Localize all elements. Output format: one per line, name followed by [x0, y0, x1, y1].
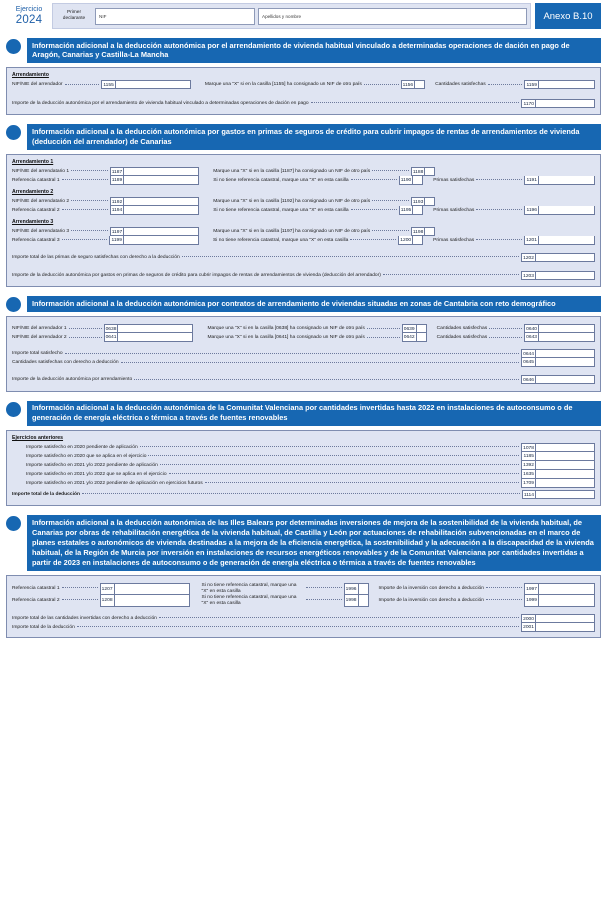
dot-leader — [350, 239, 396, 240]
label-check-0642: Marque una "X" si en la casilla [0641] ha consignado un NIF de otro país — [207, 335, 365, 341]
code-0640: 0640 — [524, 324, 538, 333]
dot-leader — [77, 626, 519, 627]
dot-leader — [476, 239, 522, 240]
code-0646: 0646 — [521, 375, 535, 384]
label-nif-arrendador: NIF/NIE del arrendador — [12, 82, 63, 88]
row-1199 — [12, 236, 595, 245]
dot-leader — [82, 493, 520, 494]
label-nif-arrendatario-3: NIF/NIE del arrendatario 3 — [12, 228, 70, 234]
label-nif-arrendador-1: NIF/NIE del arrendador 1 — [12, 326, 67, 332]
label-total-1170: Importe de la deducción autonómica por el arrendamiento de vivienda habitual vinculado a determinadas operaciones de dación en pago — [12, 100, 309, 106]
ejercicios-anteriores-subhead: Ejercicios anteriores — [12, 435, 64, 442]
row-1192 — [12, 197, 595, 206]
row-1392 — [26, 461, 595, 470]
code-1392: 1392 — [523, 463, 534, 469]
dot-leader — [351, 179, 397, 180]
input-1202[interactable] — [535, 253, 595, 262]
label-1709: Importe satisfecho en 2021 y/o 2022 pendiente de aplicación en ejercicios futuros — [26, 481, 203, 487]
label-total-1114: Importe total de la deducción — [12, 492, 80, 498]
input-0644[interactable] — [535, 349, 595, 358]
label-check-1188: Marque una "X" si en la casilla [1187] ha consignado un NIF de otro país — [213, 168, 371, 174]
dot-leader — [62, 209, 108, 210]
label-1185: Importe satisfecho en 2020 que se aplica en el ejercicio — [26, 454, 147, 460]
label-total-0645: Cantidades satisfechas con derecho a deducción — [12, 360, 119, 366]
row-total-0644 — [12, 349, 595, 358]
code-1159: 1159 — [524, 80, 538, 89]
code-1195: 1195 — [400, 207, 412, 213]
dot-leader — [140, 446, 519, 447]
dot-leader — [62, 587, 98, 588]
label-ref-catastral-1: Referencia catastral 1 — [12, 177, 60, 183]
section-2-header — [6, 124, 601, 149]
code-1709: 1709 — [523, 481, 534, 487]
input-1709[interactable] — [535, 479, 595, 488]
input-1189[interactable] — [123, 176, 199, 185]
label-nif-arrendatario-2: NIF/NIE del arrendatario 2 — [12, 198, 70, 204]
ejercicio-label: Ejercicio — [15, 6, 43, 14]
label-total-1203: Importe de la deducción autonómica por gastos en primas de seguros de crédito para cubrir impagos de rentas de arrendamientos de vivienda (deducción del arrendador) — [12, 273, 381, 279]
row-0641 — [12, 333, 595, 342]
code-1199: 1199 — [111, 237, 123, 243]
code-1156: 1156 — [401, 80, 415, 89]
dot-leader — [306, 587, 342, 588]
input-1155[interactable] — [115, 80, 191, 89]
code-1997: 1997 — [524, 583, 538, 595]
ejercicio-year: 2024 — [15, 13, 43, 26]
code-1635: 1635 — [523, 472, 534, 478]
code-1197: 1197 — [110, 227, 124, 236]
row-total-0646 — [12, 375, 595, 384]
dot-leader — [69, 328, 102, 329]
code-1078: 1078 — [521, 443, 535, 452]
input-1999[interactable] — [538, 595, 595, 607]
row-1194 — [12, 206, 595, 215]
primer-declarante-label: Primer declarante — [62, 10, 86, 21]
input-0638[interactable] — [117, 324, 193, 333]
label-1078: Importe satisfecho en 2020 pendiente de aplicación — [26, 445, 138, 451]
input-1078[interactable] — [535, 443, 595, 452]
dot-leader — [134, 379, 519, 380]
dot-leader — [159, 617, 519, 618]
bullet-icon — [6, 125, 21, 140]
section-1-panel — [6, 67, 601, 115]
row-1208 — [12, 595, 595, 607]
input-1996[interactable] — [358, 583, 369, 595]
input-2001[interactable] — [535, 623, 595, 632]
label-cantidades-0643: Cantidades satisfechas — [436, 335, 488, 341]
code-0645: 0645 — [523, 360, 534, 366]
dot-leader — [383, 274, 519, 275]
dot-leader — [364, 84, 399, 85]
arrendamiento-1-subhead: Arrendamiento 1 — [12, 158, 54, 165]
dot-leader — [65, 353, 520, 354]
dot-leader — [488, 84, 523, 85]
label-total-0644: Importe total satisfecho — [12, 351, 63, 357]
label-inversion-1999: Importe de la inversión con derecho a deducción — [378, 598, 485, 604]
apellidos-nombre-field[interactable]: Apellidos y nombre — [258, 8, 527, 25]
anexo-badge: Anexo B.10 — [535, 3, 601, 29]
input-1194[interactable] — [123, 206, 199, 215]
dot-leader — [489, 337, 522, 338]
dot-leader — [71, 170, 108, 171]
code-0638: 0638 — [104, 324, 118, 333]
bullet-icon — [6, 402, 21, 417]
input-1997[interactable] — [538, 583, 595, 595]
bullet-icon — [6, 297, 21, 312]
code-0643: 0643 — [526, 335, 538, 341]
section-1-header — [6, 38, 601, 63]
input-1199[interactable] — [123, 236, 199, 245]
code-1114: 1114 — [522, 490, 535, 499]
input-1190[interactable] — [412, 176, 423, 185]
row-total-1202 — [12, 253, 595, 262]
dot-leader — [205, 482, 519, 483]
input-1193[interactable] — [424, 197, 435, 206]
input-0646[interactable] — [535, 375, 595, 384]
label-total-0646: Importe de la deducción autonómica por arrendamiento — [12, 377, 133, 383]
input-1185[interactable] — [535, 452, 595, 461]
code-0644: 0644 — [521, 349, 535, 358]
label-ref-catastral-2: Referencia catastral 2 — [12, 598, 60, 604]
bullet-icon — [6, 39, 21, 54]
label-total-2000: Importe total de las cantidades invertidas con derecho a deducción — [12, 615, 157, 621]
cantabria-arrendadores — [12, 324, 595, 342]
dot-leader — [367, 328, 400, 329]
dot-leader — [476, 209, 522, 210]
input-1192[interactable] — [123, 197, 199, 206]
form-header — [6, 3, 601, 29]
code-1185: 1185 — [523, 454, 534, 460]
row-arrendador-1155 — [12, 80, 595, 89]
code-0639: 0639 — [402, 324, 416, 333]
section-1-title: Información adicional a la deducción autonómica por el arrendamiento de vivienda habitual vinculado a determinadas operaciones de dación en pago de Aragón, Canarias y Castilla-La Mancha — [27, 38, 601, 63]
section-3-panel — [6, 316, 601, 391]
ejercicio-block — [6, 3, 52, 29]
label-nif-arrendatario-1: NIF/NIE del arrendatario 1 — [12, 168, 70, 174]
code-1996: 1996 — [344, 583, 358, 595]
row-0638 — [12, 324, 595, 333]
code-1155: 1155 — [101, 80, 115, 89]
dot-leader — [182, 256, 519, 257]
row-1635 — [26, 470, 595, 479]
section-4-title: Información adicional a la deducción autonómica de la Comunitat Valenciana por cantidades invertidas hasta 2022 en instalaciones de autoconsumo o de generación de energía eléctrica o térmica a través de fuentes renovables — [27, 401, 601, 426]
nif-field[interactable]: NIF — [95, 8, 255, 25]
label-cantidades-0640: Cantidades satisfechas — [436, 326, 488, 332]
label-ref-catastral-2: Referencia catastral 2 — [12, 207, 60, 213]
row-1207 — [12, 583, 595, 595]
row-total-2000 — [12, 614, 595, 623]
input-1998[interactable] — [358, 595, 369, 607]
label-total-2001: Importe total de la deducción — [12, 624, 75, 630]
section-5-panel — [6, 575, 601, 638]
label-inversion-1997: Importe de la inversión con derecho a deducción — [378, 586, 485, 592]
form-page — [0, 3, 607, 909]
valencia-rows — [12, 443, 595, 488]
label-primas-1196: Primas satisfechas — [433, 207, 475, 213]
section-4-header — [6, 401, 601, 426]
label-1635: Importe satisfecho en 2021 y/o 2022 que se aplica en el ejercicio — [26, 472, 167, 478]
input-1195[interactable] — [412, 206, 423, 215]
input-0642[interactable] — [416, 333, 427, 342]
row-1197 — [12, 227, 595, 236]
input-1198[interactable] — [424, 227, 435, 236]
arrendamiento-3-subhead: Arrendamiento 3 — [12, 218, 54, 225]
row-1187 — [12, 167, 595, 176]
input-1188[interactable] — [424, 167, 435, 176]
dot-leader — [372, 170, 409, 171]
input-1159[interactable] — [538, 80, 595, 89]
dot-leader — [71, 200, 108, 201]
dot-leader — [351, 209, 397, 210]
input-1197[interactable] — [123, 227, 199, 236]
input-1196[interactable] — [538, 206, 595, 215]
dot-leader — [372, 200, 409, 201]
section-3-title: Información adicional a la deducción autonómica por contratos de arrendamiento de viviendas situadas en zonas de Cantabria con reto demográfico — [27, 296, 601, 311]
arrendamiento-2-subhead: Arrendamiento 2 — [12, 188, 54, 195]
dot-leader — [486, 599, 522, 600]
label-check-1193: Marque una "X" si en la casilla [1192] ha consignado un NIF de otro país — [213, 198, 371, 204]
code-1188: 1188 — [411, 167, 425, 176]
dot-leader — [367, 337, 400, 338]
label-check-1156: Marque una "X" si en la casilla [1155] ha consignado un NIF de otro país — [204, 82, 362, 88]
input-1170[interactable] — [535, 99, 595, 108]
label-nif-arrendador-2: NIF/NIE del arrendador 2 — [12, 335, 67, 341]
label-check-1998: Si no tiene referencia catastral, marque una "X" en esta casilla — [201, 595, 297, 606]
input-1203[interactable] — [535, 271, 595, 280]
dot-leader — [148, 455, 519, 456]
label-check-1190: Si no tiene referencia catastral, marque una "X" en esta casilla — [213, 177, 349, 183]
code-1187: 1187 — [110, 167, 124, 176]
label-check-1996: Si no tiene referencia catastral, marque una "X" en esta casilla — [201, 583, 297, 594]
label-total-1202: Importe total de las primas de seguro satisfechas con derecho a la deducción — [12, 254, 180, 260]
code-1194: 1194 — [111, 207, 123, 213]
row-total-2001 — [12, 623, 595, 632]
arrendamiento-1-fields — [12, 167, 595, 185]
input-1635[interactable] — [535, 470, 595, 479]
dot-leader — [160, 464, 519, 465]
input-1207[interactable] — [114, 583, 190, 595]
row-total-1170 — [12, 99, 595, 108]
code-1207: 1207 — [100, 583, 114, 595]
label-check-1200: Si no tiene referencia catastral, marque una "X" en esta casilla — [213, 237, 349, 243]
code-1200: 1200 — [400, 237, 412, 243]
row-1185 — [26, 452, 595, 461]
code-2001: 2001 — [523, 624, 534, 630]
bullet-icon — [6, 516, 21, 531]
label-cantidades-1159: Cantidades satisfechas — [435, 82, 486, 88]
code-0642: 0642 — [403, 335, 415, 341]
dot-leader — [69, 337, 102, 338]
input-1392[interactable] — [535, 461, 595, 470]
label-check-1195: Si no tiene referencia catastral, marque una "X" en esta casilla — [213, 207, 349, 213]
input-0643[interactable] — [538, 333, 595, 342]
label-check-0639: Marque una "X" si en la casilla [0638] ha consignado un NIF de otro país — [207, 326, 365, 332]
code-1203: 1203 — [521, 271, 535, 280]
dot-leader — [476, 179, 522, 180]
row-total-1114 — [12, 490, 595, 499]
label-ref-catastral-1: Referencia catastral 1 — [12, 586, 60, 592]
code-1189: 1189 — [111, 177, 123, 183]
dot-leader — [71, 230, 108, 231]
input-1201[interactable] — [538, 236, 595, 245]
label-primas-1201: Primas satisfechas — [433, 237, 475, 243]
code-1193: 1193 — [411, 197, 425, 206]
input-1200[interactable] — [412, 236, 423, 245]
arrendamiento-3-fields — [12, 227, 595, 245]
code-2000: 2000 — [521, 614, 535, 623]
input-0641[interactable] — [117, 333, 193, 342]
row-1189 — [12, 176, 595, 185]
code-1201: 1201 — [526, 237, 537, 243]
section-3-header — [6, 296, 601, 312]
balears-totales — [12, 614, 595, 632]
dot-leader — [489, 328, 522, 329]
row-1078 — [26, 443, 595, 452]
label-primas-1191: Primas satisfechas — [433, 177, 475, 183]
input-1114[interactable] — [535, 490, 595, 499]
row-1709 — [26, 479, 595, 488]
code-1170: 1170 — [521, 99, 535, 108]
dot-leader — [372, 230, 409, 231]
section-2-panel — [6, 154, 601, 288]
dot-leader — [62, 179, 108, 180]
code-1202: 1202 — [521, 253, 535, 262]
arrendamiento-2-fields — [12, 197, 595, 215]
input-0639[interactable] — [416, 324, 427, 333]
section-1-subhead: Arrendamiento — [12, 72, 49, 79]
section-4-panel — [6, 430, 601, 506]
code-1190: 1190 — [400, 177, 412, 183]
declarant-band — [52, 3, 531, 29]
dot-leader — [306, 599, 342, 600]
section-2-title: Información adicional a la deducción autonómica por gastos en primas de seguros de crédito para cubrir impagos de rentas de arrendamientos de vivienda (deducción del arrendador) de Canarias — [27, 124, 601, 149]
section-5-header — [6, 515, 601, 570]
balears-rows — [12, 583, 595, 607]
label-ref-catastral-3: Referencia catastral 3 — [12, 237, 60, 243]
code-1208: 1208 — [100, 595, 114, 607]
cantabria-totales — [12, 349, 595, 367]
input-1156[interactable] — [414, 80, 425, 89]
dot-leader — [486, 587, 522, 588]
input-1191[interactable] — [538, 176, 595, 185]
code-1999: 1999 — [524, 595, 538, 607]
label-1392: Importe satisfecho en 2021 y/o 2022 pendiente de aplicación — [26, 463, 158, 469]
section-5-title: Información adicional a la deducción autonómica de las Illes Balears por determinadas inversiones de mejora de la sostenibilidad de la vivienda habitual, de Canarias por obras de rehabilitación energética de la vivienda habitual, de Castilla y León por actuaciones de rehabilitación subvencionadas en el marco de planes estatales o autonómicos de vivienda destinadas a la mejora de la eficiencia energética, la sostenibilidad y la adecuación a la discapacidad de la vivienda habitual, de la Región de Murcia por inversión en instalaciones de recursos energéticos renovables y de la Comunitat Valenciana por cantidades invertidas a partir de 2023 en instalaciones de autoconsumo o de generación de energía eléctrica o térmica a través de fuentes renovables — [27, 515, 601, 570]
code-0641: 0641 — [105, 335, 117, 341]
dot-leader — [62, 239, 108, 240]
code-1192: 1192 — [110, 197, 124, 206]
label-check-1198: Marque una "X" si en la casilla [1197] ha consignado un NIF de otro país — [213, 228, 371, 234]
dot-leader — [169, 473, 520, 474]
input-1187[interactable] — [123, 167, 199, 176]
input-2000[interactable] — [535, 614, 595, 623]
row-total-0645 — [12, 358, 595, 367]
row-total-1203 — [12, 271, 595, 280]
code-1191: 1191 — [526, 177, 538, 183]
dot-leader — [62, 599, 98, 600]
code-1998: 1998 — [344, 595, 358, 607]
input-0645[interactable] — [535, 358, 595, 367]
input-1208[interactable] — [114, 595, 190, 607]
code-1196: 1196 — [526, 207, 538, 213]
dot-leader — [65, 84, 100, 85]
dot-leader — [311, 102, 520, 103]
input-0640[interactable] — [538, 324, 595, 333]
code-1198: 1198 — [411, 227, 425, 236]
dot-leader — [121, 362, 520, 363]
